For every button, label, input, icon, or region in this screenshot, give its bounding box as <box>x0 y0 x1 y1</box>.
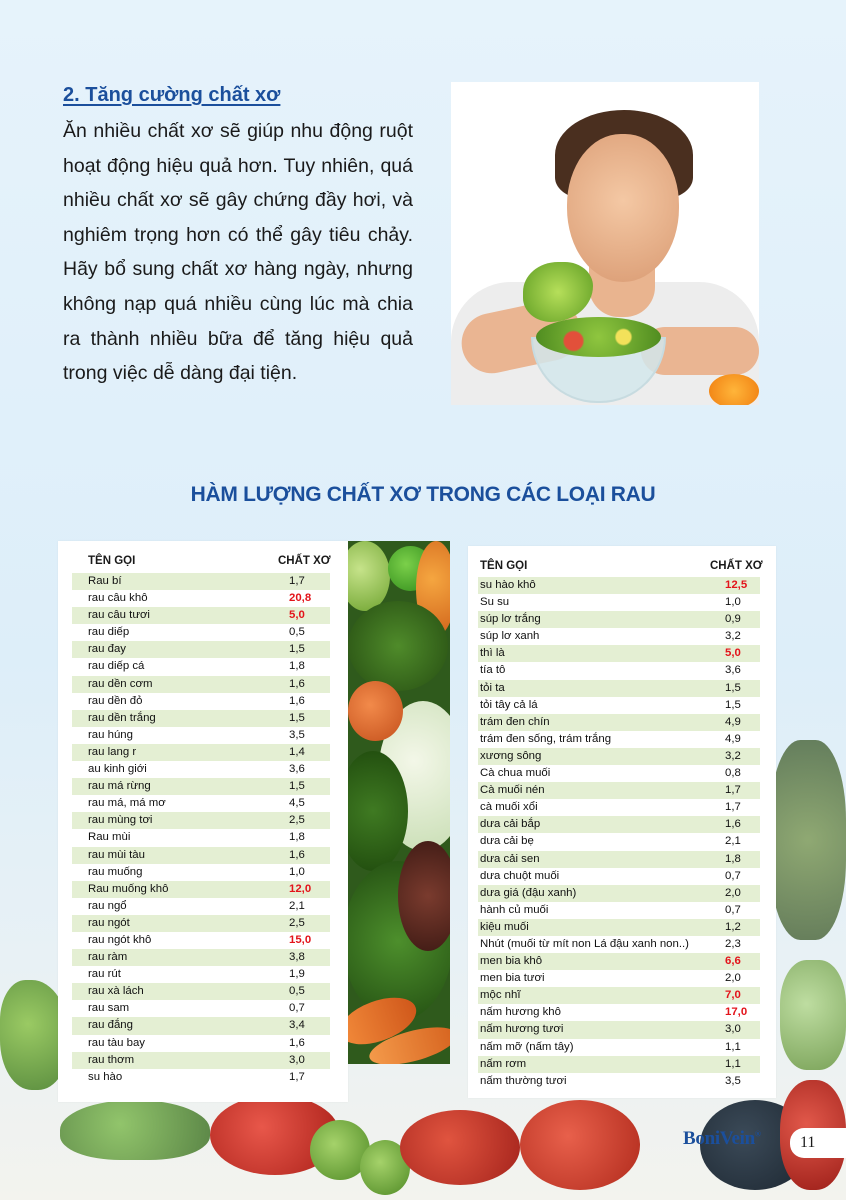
fiber-value: 0,8 <box>725 767 741 780</box>
table-row <box>478 919 760 936</box>
fiber-value: 0,7 <box>725 869 741 882</box>
vegetable-name: rau dền đỏ <box>88 694 143 707</box>
fiber-value: 1,2 <box>725 920 741 933</box>
table-row <box>478 868 760 885</box>
fiber-value: 12,5 <box>725 579 748 591</box>
vegetable-name: rau má rừng <box>88 780 151 793</box>
vegetable-name: dưa cải bẹ <box>480 835 534 848</box>
fiber-table-right <box>468 546 776 1098</box>
vegetable-name: thì là <box>480 647 505 660</box>
table-row <box>478 645 760 662</box>
vegetable-name: Cà muối nén <box>480 784 545 797</box>
vegetable-name: nấm mỡ (nấm tây) <box>480 1040 574 1053</box>
vegetable-name: rau dền cơm <box>88 677 153 690</box>
table-row <box>72 590 330 607</box>
table-row <box>478 765 760 782</box>
fiber-value: 2,0 <box>725 886 741 899</box>
table-row <box>72 727 330 744</box>
fiber-value: 1,8 <box>289 831 305 844</box>
table-row <box>478 611 760 628</box>
table-row <box>478 970 760 987</box>
table-row <box>478 731 760 748</box>
table-row <box>72 693 330 710</box>
vegetable-name: cà muối xổi <box>480 801 538 814</box>
table-row <box>72 847 330 864</box>
section-heading: 2. Tăng cường chất xơ <box>63 84 281 106</box>
fiber-value: 20,8 <box>289 592 312 605</box>
table-row <box>478 816 760 833</box>
table-row <box>72 1052 330 1069</box>
vegetable-name: men bia khô <box>480 955 543 968</box>
brand-logo <box>683 1128 761 1150</box>
table-row <box>72 744 330 761</box>
table-row <box>72 676 330 693</box>
table-row <box>72 778 330 795</box>
fiber-value: 1,5 <box>289 780 305 793</box>
vegetable-name: rau ngổ <box>88 899 127 912</box>
fiber-value: 1,6 <box>725 818 741 831</box>
fiber-value: 0,7 <box>725 903 741 916</box>
fiber-value: 1,4 <box>289 745 305 758</box>
vegetable-name: rau đay <box>88 643 126 656</box>
fiber-value: 3,5 <box>289 728 305 741</box>
table-row <box>478 680 760 697</box>
vegetable-name: tỏi ta <box>480 681 505 694</box>
fiber-value: 1,7 <box>289 1070 305 1083</box>
table-row <box>72 812 330 829</box>
vegetable-name: Cà chua muối <box>480 767 551 780</box>
table-row <box>72 881 330 898</box>
fiber-value: 1,6 <box>289 694 305 707</box>
fiber-value: 1,0 <box>289 865 305 878</box>
fiber-value: 1,7 <box>725 801 741 814</box>
table-row <box>478 851 760 868</box>
fiber-value: 7,0 <box>725 989 741 1002</box>
vegetable-name: dưa chuột muối <box>480 869 560 882</box>
fiber-table-title: HÀM LƯỢNG CHẤT XƠ TRONG CÁC LOẠI RAU <box>190 483 656 506</box>
vegetable-name: nấm hương tươi <box>480 1023 564 1036</box>
salad-man-photo <box>451 82 759 405</box>
vegetable-name: nấm rơm <box>480 1057 527 1070</box>
fiber-value: 12,0 <box>289 882 312 895</box>
vegetable-name: trám đen chín <box>480 715 550 728</box>
fiber-value: 0,5 <box>289 626 305 639</box>
table-row <box>72 915 330 932</box>
background-vegetable <box>400 1110 520 1185</box>
vegetable-name: rau ngót <box>88 916 130 929</box>
vegetable-name: xương sông <box>480 749 542 762</box>
table-row <box>478 987 760 1004</box>
table-row <box>478 885 760 902</box>
vegetable-name: rau thơm <box>88 1053 135 1066</box>
fiber-value: 4,9 <box>725 715 741 728</box>
table-row <box>72 1017 330 1034</box>
table-row <box>72 710 330 727</box>
fiber-value: 3,6 <box>725 664 741 677</box>
fiber-value: 4,9 <box>725 732 741 745</box>
vegetable-name: au kinh giới <box>88 763 147 776</box>
background-vegetable <box>520 1100 640 1190</box>
table-row <box>72 864 330 881</box>
fiber-value: 1,5 <box>725 698 741 711</box>
fiber-value: 0,7 <box>289 1002 305 1015</box>
table-row <box>478 833 760 850</box>
vegetable-name: rau muống <box>88 865 143 878</box>
page-number: 11 <box>790 1128 846 1158</box>
fiber-value: 3,0 <box>289 1053 305 1066</box>
vegetable-name: su hào <box>88 1070 123 1083</box>
table-row <box>478 953 760 970</box>
vegetable-name: su hào khô <box>480 579 536 591</box>
table-row <box>478 1004 760 1021</box>
table-row <box>72 573 330 590</box>
fiber-value: 1,9 <box>289 968 305 981</box>
fiber-value: 3,5 <box>725 1074 741 1087</box>
fiber-value: 1,5 <box>289 711 305 724</box>
vegetable-name: mộc nhĩ <box>480 989 521 1002</box>
table-row <box>478 662 760 679</box>
fiber-value: 2,5 <box>289 814 305 827</box>
table-row <box>478 1021 760 1038</box>
background-vegetable <box>770 740 846 940</box>
vegetable-name: rau xà lách <box>88 985 144 998</box>
table-row <box>478 748 760 765</box>
table-row <box>478 1039 760 1056</box>
table-row <box>478 936 760 953</box>
vegetable-name: nấm hương khô <box>480 1006 561 1019</box>
table-row <box>478 799 760 816</box>
vegetable-name: rau câu tươi <box>88 609 150 622</box>
vegetable-name: rau sam <box>88 1002 130 1015</box>
table-row <box>478 1073 760 1090</box>
fiber-value: 1,5 <box>725 681 741 694</box>
vegetable-name: nấm thường tươi <box>480 1074 567 1087</box>
fiber-value: 1,5 <box>289 643 305 656</box>
vegetable-name: rau diếp <box>88 626 130 639</box>
vegetable-name: rau ràm <box>88 951 128 964</box>
fiber-value: 2,3 <box>725 937 741 950</box>
fiber-value: 3,8 <box>289 951 305 964</box>
vegetable-name: Rau mùi <box>88 831 131 844</box>
fiber-value: 1,8 <box>289 660 305 673</box>
fiber-value: 3,2 <box>725 749 741 762</box>
vegetable-name: men bia tươi <box>480 972 545 985</box>
column-header-fiber: CHẤT XƠ <box>278 555 331 567</box>
fiber-value: 0,5 <box>289 985 305 998</box>
fiber-value: 3,0 <box>725 1023 741 1036</box>
fiber-value: 3,2 <box>725 630 741 643</box>
fiber-table-left <box>58 541 348 1102</box>
vegetable-name: rau diếp cá <box>88 660 145 673</box>
table-row <box>72 761 330 778</box>
fiber-value: 2,1 <box>289 899 305 912</box>
fiber-value: 1,6 <box>289 677 305 690</box>
vegetable-name: tía tô <box>480 664 506 677</box>
vegetable-name: dưa giá (đậu xanh) <box>480 886 577 899</box>
vegetable-name: rau má, má mơ <box>88 797 166 810</box>
vegetable-name: rau dền trắng <box>88 711 156 724</box>
table-row <box>72 624 330 641</box>
fiber-value: 1,6 <box>289 1036 305 1049</box>
table-row <box>72 795 330 812</box>
fiber-value: 1,1 <box>725 1057 741 1070</box>
fiber-value: 2,0 <box>725 972 741 985</box>
vegetable-name: rau mùi tàu <box>88 848 145 861</box>
table-row <box>72 641 330 658</box>
table-row <box>72 829 330 846</box>
table-row <box>72 1035 330 1052</box>
table-rows <box>72 573 330 1086</box>
table-row <box>72 658 330 675</box>
vegetable-name: hành củ muối <box>480 903 549 916</box>
column-header-name: TÊN GỌI <box>480 560 528 572</box>
vegetable-name: rau ngót khô <box>88 933 152 946</box>
vegetable-name: rau lang r <box>88 745 137 758</box>
vegetable-name: kiệu muối <box>480 920 529 933</box>
vegetable-name: Rau muống khô <box>88 882 169 895</box>
fiber-value: 1,8 <box>725 852 741 865</box>
fiber-value: 1,7 <box>289 575 305 587</box>
vegetable-name: rau mùng tơi <box>88 814 153 827</box>
intro-paragraph: Ăn nhiều chất xơ sẽ giúp nhu động ruột hoạt động hiệu quả hơn. Tuy nhiên, quá nhiều chất xơ sẽ gây chứng đầy hơi, và nghiêm trọng hơn có thể gây tiêu chảy. Hãy bổ sung chất xơ hàng ngày, nhưng không nạp quá nhiều cùng lúc mà chia ra thành nhiều bữa để tăng hiệu quả trong việc dễ dàng đại tiện. <box>63 120 413 385</box>
table-row <box>478 594 760 611</box>
vegetable-name: súp lơ trắng <box>480 613 541 626</box>
column-header-fiber: CHẤT XƠ <box>710 560 763 572</box>
vegetable-photo-strip <box>348 541 450 1064</box>
background-vegetable <box>60 1100 210 1160</box>
vegetable-name: súp lơ xanh <box>480 630 540 643</box>
fiber-value: 1,0 <box>725 596 741 609</box>
table-row <box>72 1069 330 1086</box>
table-row <box>72 1000 330 1017</box>
fiber-value: 0,9 <box>725 613 741 626</box>
table-row <box>72 898 330 915</box>
table-row <box>72 949 330 966</box>
table-header <box>468 546 776 576</box>
vegetable-name: tỏi tây cả lá <box>480 698 538 711</box>
table-row <box>72 607 330 624</box>
registered-mark: ® <box>754 1129 761 1139</box>
vegetable-name: Nhút (muối từ mít non Lá đậu xanh non..) <box>480 937 689 950</box>
vegetable-name: dưa cải bắp <box>480 818 541 831</box>
vegetable-name: Rau bí <box>88 575 122 587</box>
table-row <box>478 697 760 714</box>
fiber-value: 2,5 <box>289 916 305 929</box>
fiber-value: 6,6 <box>725 955 741 968</box>
vegetable-name: rau húng <box>88 728 133 741</box>
vegetable-name: rau câu khô <box>88 592 148 605</box>
vegetable-name: dưa cải sen <box>480 852 540 865</box>
table-row <box>72 983 330 1000</box>
table-row <box>478 714 760 731</box>
fiber-value: 2,1 <box>725 835 741 848</box>
vegetable-name: rau đắng <box>88 1019 133 1032</box>
table-row <box>478 628 760 645</box>
fiber-value: 1,6 <box>289 848 305 861</box>
fiber-value: 4,5 <box>289 797 305 810</box>
fiber-value: 3,4 <box>289 1019 305 1032</box>
fiber-value: 3,6 <box>289 763 305 776</box>
table-row <box>478 1056 760 1073</box>
vegetable-name: rau rút <box>88 968 121 981</box>
table-row <box>72 932 330 949</box>
table-rows <box>478 577 760 1090</box>
fiber-value: 5,0 <box>289 609 305 622</box>
vegetable-name: trám đen sống, trám trắng <box>480 732 612 745</box>
table-row <box>72 966 330 983</box>
fiber-value: 5,0 <box>725 647 741 660</box>
column-header-name: TÊN GỌI <box>88 555 136 567</box>
brand-name: BoniVein <box>683 1128 755 1149</box>
vegetable-name: rau tàu bay <box>88 1036 145 1049</box>
table-header <box>58 541 348 571</box>
table-row <box>478 577 760 594</box>
fiber-value: 15,0 <box>289 933 312 946</box>
table-row <box>478 902 760 919</box>
fiber-value: 1,7 <box>725 784 741 797</box>
vegetable-name: Su su <box>480 596 510 609</box>
table-row <box>478 782 760 799</box>
fiber-value: 17,0 <box>725 1006 748 1019</box>
background-vegetable <box>780 960 846 1070</box>
fiber-value: 1,1 <box>725 1040 741 1053</box>
